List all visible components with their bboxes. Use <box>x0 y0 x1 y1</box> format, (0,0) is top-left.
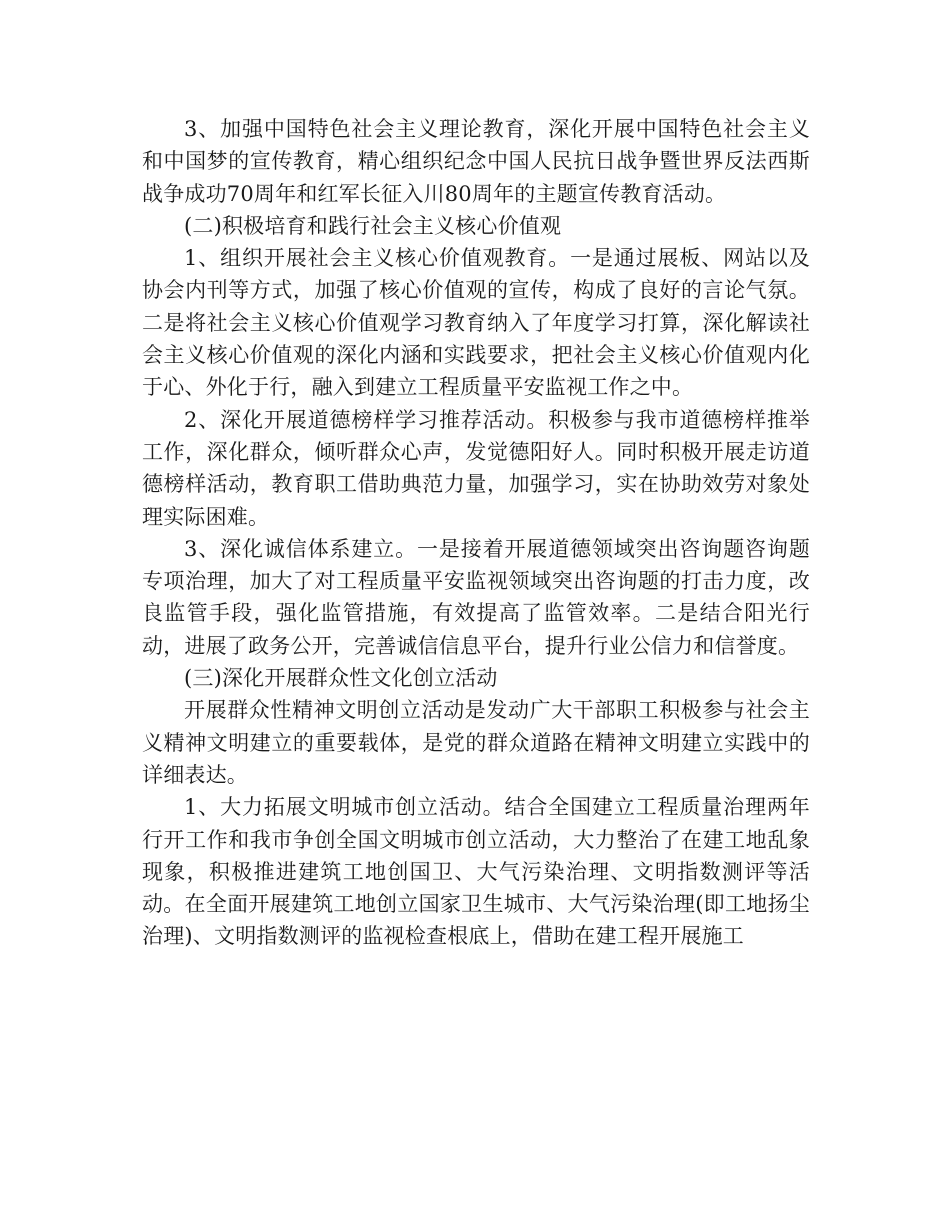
paragraph-theory-education: 3、加强中国特色社会主义理论教育，深化开展中国特色社会主义和中国梦的宣传教育，精心组织纪念中国人民抗日战争暨世界反法西斯战争成功70周年和红军长征入川80周年的主题宣传教育活动。 <box>142 117 810 206</box>
section-heading-cultural-activities: (三)深化开展群众性文化创立活动 <box>184 666 498 691</box>
section-heading-core-values: (二)积极培育和践行社会主义核心价值观 <box>184 213 562 238</box>
paragraph-integrity-system: 3、深化诚信体系建立。一是接着开展道德领域突出咨询题咨询题专项治理，加大了对工程质量平安监视领域突出咨询题的打击力度，改良监管手段，强化监管措施，有效提高了监管效率。二是结合阳光行动，进展了政务公开，完善诚信信息平台，提升行业公信力和信誉度。 <box>142 536 810 658</box>
paragraph-civilized-city: 1、大力拓展文明城市创立活动。结合全国建立工程质量治理两年行开工作和我市争创全国文明城市创立活动，大力整治了在建工地乱象现象，积极推进建筑工地创国卫、大气污染治理、文明指数测评等活动。在全面开展建筑工地创立国家卫生城市、大气污染治理(即工地扬尘治理)、文明指数测评的监视检查根底上，借助在建工程开展施工 <box>142 795 810 949</box>
document-body <box>142 113 810 953</box>
paragraph-core-values-education: 1、组织开展社会主义核心价值观教育。一是通过展板、网站以及协会内刊等方式，加强了核心价值观的宣传，构成了良好的言论气氛。二是将社会主义核心价值观学习教育纳入了年度学习打算，深化解读社会主义核心价值观的深化内涵和实践要求，把社会主义核心价值观内化于心、外化于行，融入到建立工程质量平安监视工作之中。 <box>142 246 810 400</box>
paragraph-moral-models: 2、深化开展道德榜样学习推荐活动。积极参与我市道德榜样推举工作，深化群众，倾听群众心声，发觉德阳好人。同时积极开展走访道德榜样活动，教育职工借助典范力量，加强学习，实在协助效劳对象处理实际困难。 <box>142 407 810 529</box>
paragraph-spiritual-civilization: 开展群众性精神文明创立活动是发动广大干部职工积极参与社会主义精神文明建立的重要载体，是党的群众道路在精神文明建立实践中的详细表达。 <box>142 698 810 787</box>
